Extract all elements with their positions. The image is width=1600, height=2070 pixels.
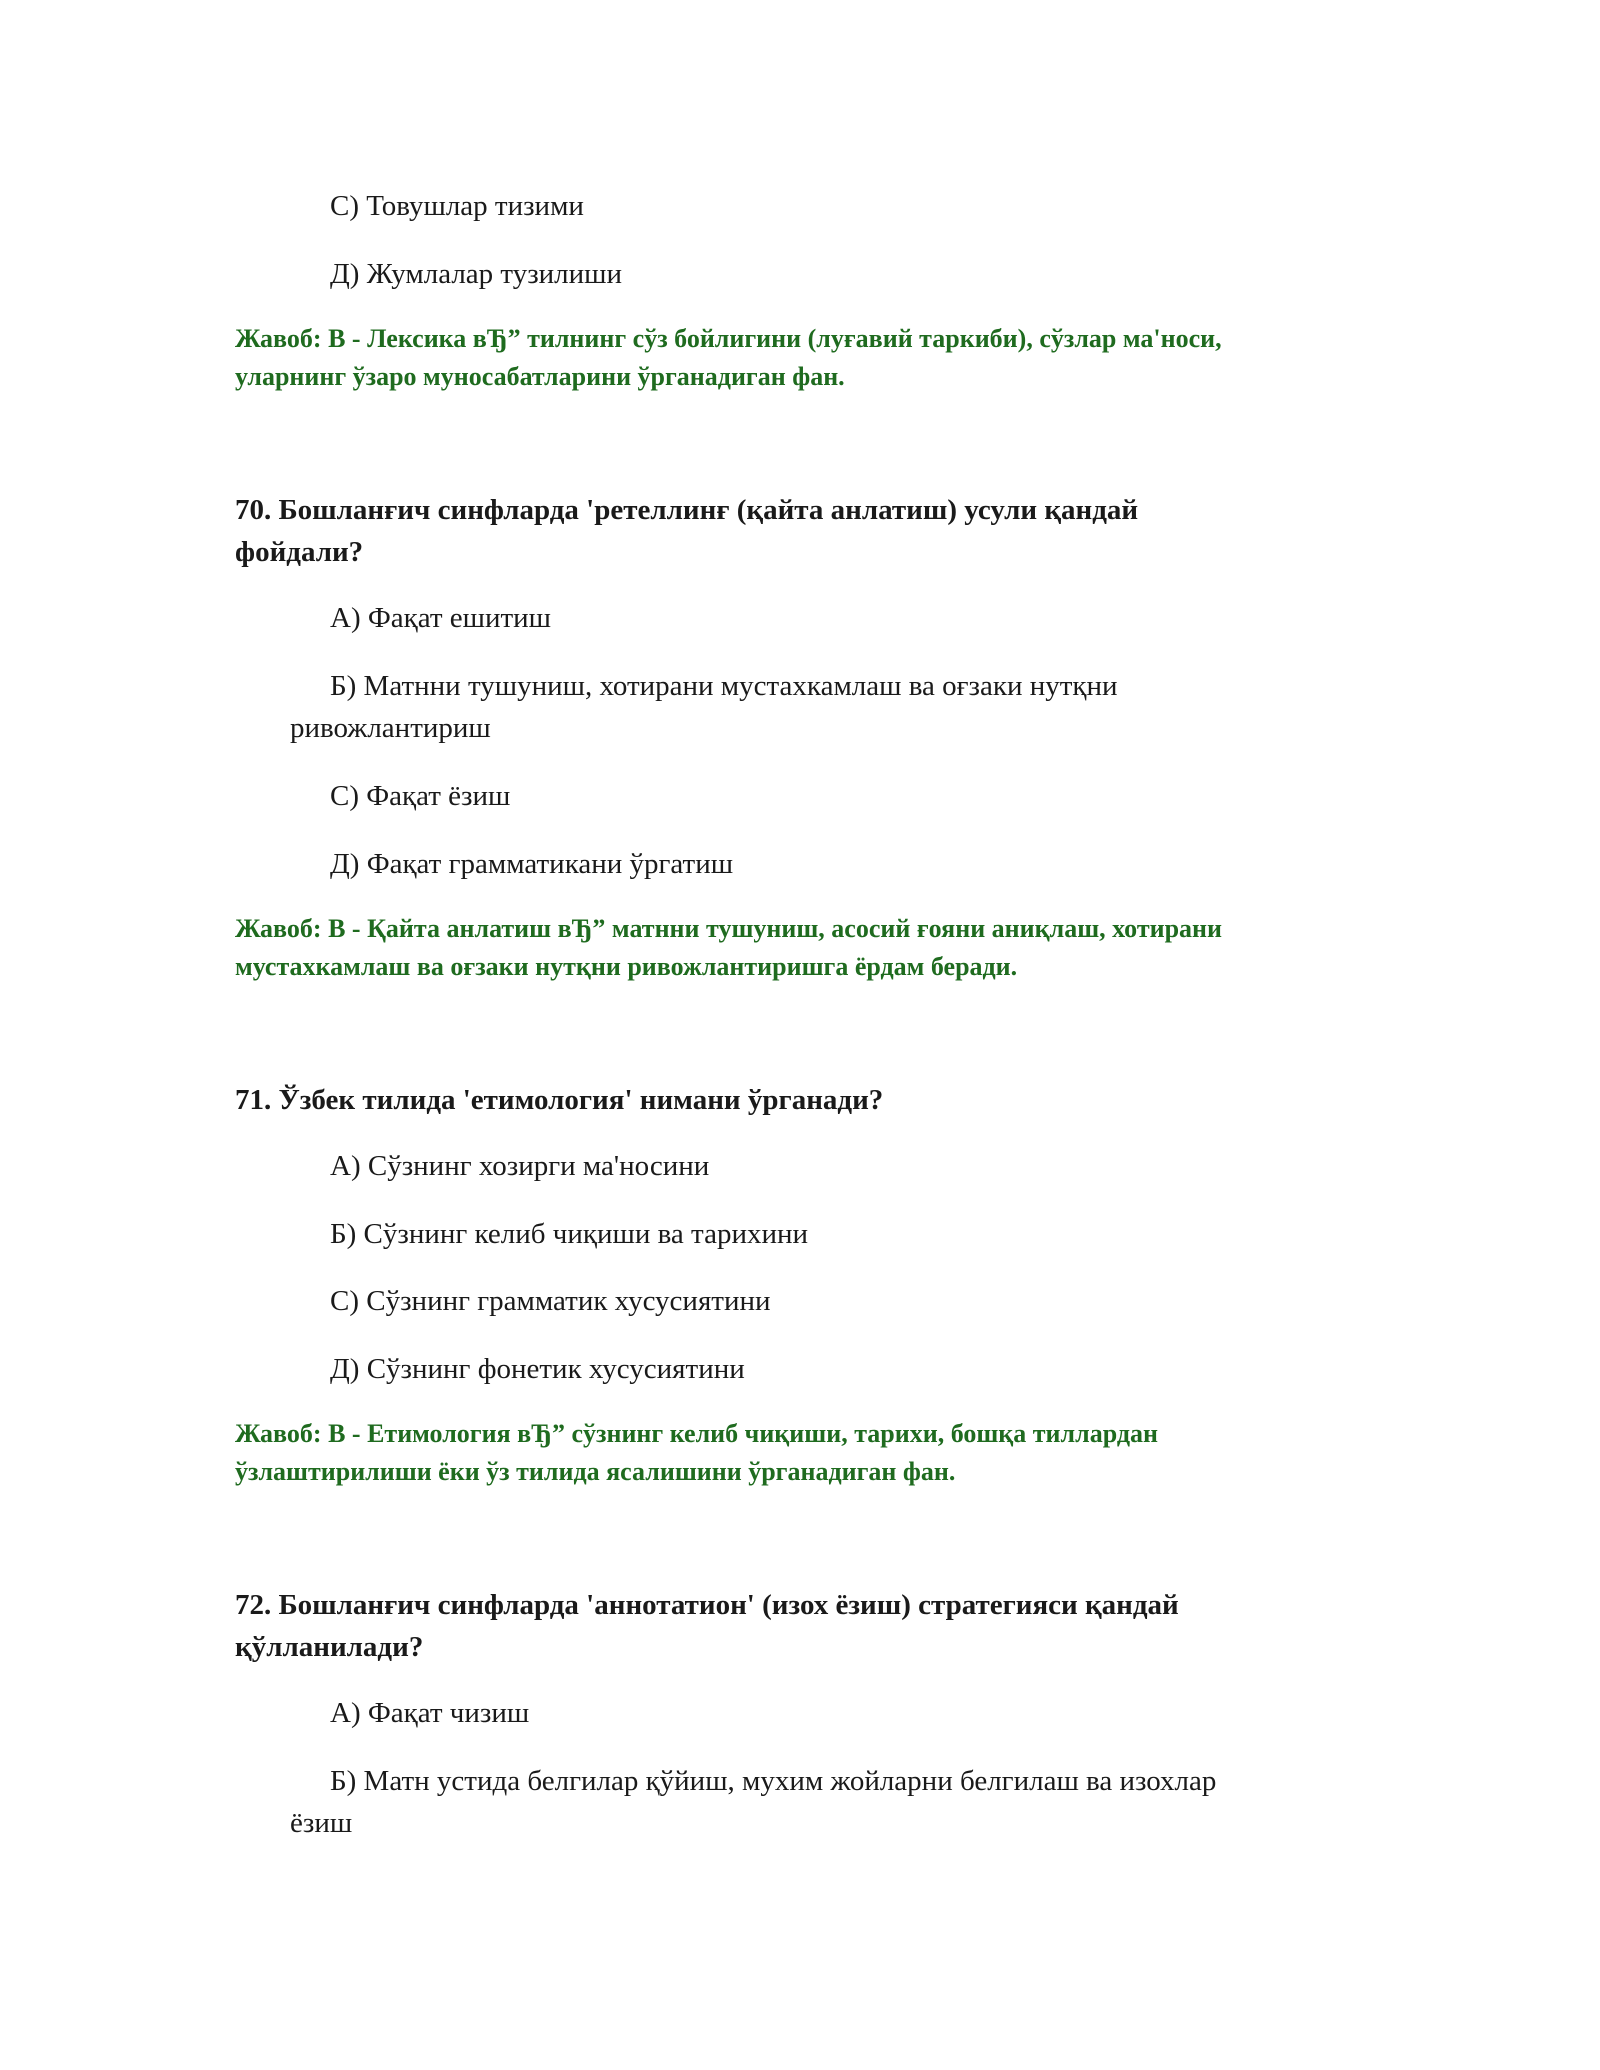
option-a: А) Фақат ешитиш (330, 602, 552, 634)
option-b: Б) Сўзнинг келиб чиқиши ва тарихини (330, 1218, 809, 1250)
option-a: А) Фақат чизиш (330, 1697, 530, 1729)
option-c: С) Фақат ёзиш (330, 780, 511, 812)
option-b: Б) Матнни тушуниш, хотирани мустахкамлаш ва оғзаки нутқни (330, 670, 1118, 702)
answer-line: Жавоб: В - Етимология вЂ” сўзнинг келиб чиқиши, тарихи, бошқа тиллардан (235, 1419, 1158, 1448)
question-title: 71. Ўзбек тилида 'етимология' нимани ўрганади? (235, 1084, 884, 1116)
answer-line: ўзлаштирилиши ёки ўз тилида ясалишини ўрганадиган фан. (235, 1457, 956, 1486)
option-a: А) Сўзнинг хозирги ма'носини (330, 1150, 710, 1182)
answer-line: Жавоб: В - Лексика вЂ” тилнинг сўз бойлигини (луғавий таркиби), сўзлар ма'носи, (235, 324, 1222, 353)
option-d: Д) Жумлалар тузилиши (330, 258, 623, 290)
question-title: 72. Бошланғич синфларда 'аннотатион' (изох ёзиш) стратегияси қандай (235, 1589, 1179, 1621)
question-title: фойдали? (235, 536, 364, 568)
question-title: қўлланилади? (235, 1631, 424, 1663)
option-b: Б) Матн устида белгилар қўйиш, мухим жойларни белгилаш ва изохлар (330, 1765, 1217, 1797)
question-title: 70. Бошланғич синфларда 'ретеллинғ (қайта анлатиш) усули қандай (235, 494, 1139, 526)
option-d: Д) Сўзнинг фонетик хусусиятини (330, 1353, 745, 1385)
option-c: С) Сўзнинг грамматик хусусиятини (330, 1285, 771, 1317)
answer-line: Жавоб: В - Қайта анлатиш вЂ” матнни тушуниш, асосий ғояни аниқлаш, хотирани (235, 914, 1222, 943)
answer-line: мустахкамлаш ва оғзаки нутқни ривожлантиришга ёрдам беради. (235, 952, 1018, 981)
option-b-continued: ривожлантириш (290, 712, 491, 744)
option-c: С) Товушлар тизими (330, 190, 584, 222)
option-b-continued: ёзиш (290, 1807, 353, 1839)
option-d: Д) Фақат грамматикани ўргатиш (330, 848, 734, 880)
answer-line: уларнинг ўзаро муносабатларини ўрганадиган фан. (235, 362, 845, 391)
